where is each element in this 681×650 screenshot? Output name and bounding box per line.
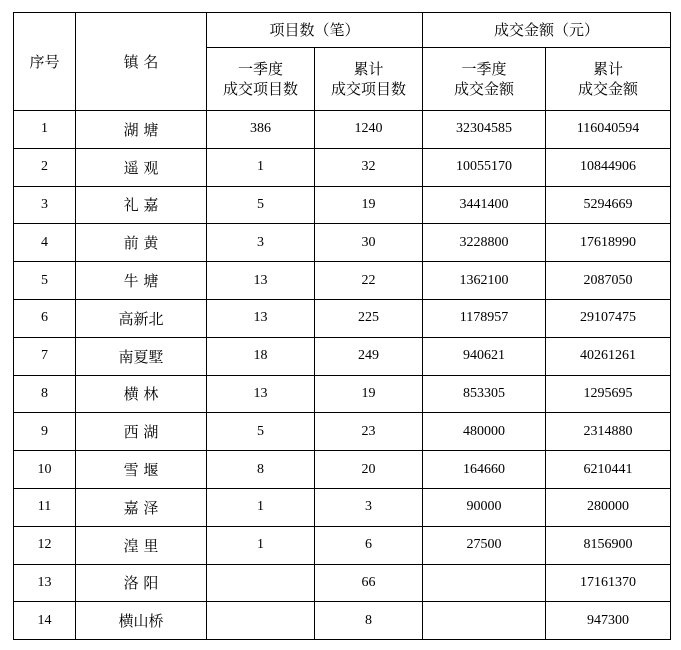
cell-q1-count: 8: [207, 451, 315, 489]
header-cum-count-line2: 成交项目数: [331, 80, 407, 98]
cell-q1-count: 5: [207, 413, 315, 451]
table-body: [14, 111, 671, 640]
cell-index: 8: [14, 375, 76, 413]
cell-q1-amount: 27500: [423, 526, 546, 564]
cell-town: 西 湖: [76, 413, 207, 451]
table-row: [14, 111, 671, 149]
cell-q1-amount: 1178957: [423, 299, 546, 337]
cell-index: 14: [14, 602, 76, 640]
cell-q1-amount: 10055170: [423, 148, 546, 186]
cell-index: 12: [14, 526, 76, 564]
cell-index: 1: [14, 111, 76, 149]
table-row: [14, 602, 671, 640]
cell-town: 高新北: [76, 299, 207, 337]
header-q1-amount-line2: 成交金额: [454, 80, 515, 98]
cell-q1-amount: 90000: [423, 488, 546, 526]
cell-index: 4: [14, 224, 76, 262]
cell-q1-count: 386: [207, 111, 315, 149]
cell-q1-count: 1: [207, 488, 315, 526]
cell-cum-count: 19: [315, 375, 423, 413]
header-q1-amount-line1: 一季度: [461, 60, 507, 78]
cell-town: 雪 堰: [76, 451, 207, 489]
header-cum-amount: [546, 48, 671, 111]
cell-town: 遥 观: [76, 148, 207, 186]
cell-cum-count: 30: [315, 224, 423, 262]
cell-cum-amount: 10844906: [546, 148, 671, 186]
cell-cum-amount: 1295695: [546, 375, 671, 413]
header-town: 镇 名: [76, 13, 207, 111]
cell-q1-amount: [423, 564, 546, 602]
table-row: [14, 526, 671, 564]
cell-q1-amount: 940621: [423, 337, 546, 375]
cell-cum-amount: 6210441: [546, 451, 671, 489]
cell-town: 前 黄: [76, 224, 207, 262]
cell-cum-amount: 2087050: [546, 262, 671, 300]
cell-index: 6: [14, 299, 76, 337]
cell-cum-count: 3: [315, 488, 423, 526]
cell-town: 牛 塘: [76, 262, 207, 300]
cell-cum-count: 225: [315, 299, 423, 337]
cell-cum-amount: 947300: [546, 602, 671, 640]
header-index: 序号: [14, 13, 76, 111]
cell-cum-amount: 2314880: [546, 413, 671, 451]
table-row: [14, 148, 671, 186]
cell-cum-amount: 29107475: [546, 299, 671, 337]
cell-q1-amount: 480000: [423, 413, 546, 451]
cell-cum-amount: 17161370: [546, 564, 671, 602]
cell-cum-count: 1240: [315, 111, 423, 149]
cell-index: 5: [14, 262, 76, 300]
header-cum-count-line1: 累计: [353, 60, 384, 78]
transaction-table: [13, 12, 671, 640]
cell-q1-count: 18: [207, 337, 315, 375]
table-row: [14, 224, 671, 262]
cell-q1-amount: 1362100: [423, 262, 546, 300]
cell-cum-count: 8: [315, 602, 423, 640]
cell-town: 湖 塘: [76, 111, 207, 149]
cell-cum-count: 249: [315, 337, 423, 375]
cell-cum-amount: 17618990: [546, 224, 671, 262]
table-row: [14, 299, 671, 337]
header-q1-count-line2: 成交项目数: [222, 80, 298, 98]
table-row: [14, 337, 671, 375]
cell-q1-count: 13: [207, 375, 315, 413]
header-group-count: 项目数（笔）: [207, 13, 423, 48]
cell-q1-count: 1: [207, 148, 315, 186]
cell-cum-count: 66: [315, 564, 423, 602]
table-row: [14, 262, 671, 300]
table-row: [14, 413, 671, 451]
cell-index: 7: [14, 337, 76, 375]
cell-index: 10: [14, 451, 76, 489]
cell-q1-count: [207, 564, 315, 602]
cell-town: 洛 阳: [76, 564, 207, 602]
cell-cum-count: 23: [315, 413, 423, 451]
cell-q1-amount: 3441400: [423, 186, 546, 224]
header-q1-count: [207, 48, 315, 111]
cell-q1-amount: 164660: [423, 451, 546, 489]
cell-town: 南夏墅: [76, 337, 207, 375]
cell-cum-count: 20: [315, 451, 423, 489]
cell-town: 湟 里: [76, 526, 207, 564]
cell-cum-amount: 5294669: [546, 186, 671, 224]
cell-index: 2: [14, 148, 76, 186]
cell-cum-count: 6: [315, 526, 423, 564]
cell-q1-count: 1: [207, 526, 315, 564]
cell-cum-count: 32: [315, 148, 423, 186]
table-row: [14, 186, 671, 224]
cell-index: 11: [14, 488, 76, 526]
cell-q1-count: 5: [207, 186, 315, 224]
table-row: [14, 451, 671, 489]
cell-cum-count: 19: [315, 186, 423, 224]
cell-index: 13: [14, 564, 76, 602]
header-cum-amount-line2: 成交金额: [578, 80, 639, 98]
cell-index: 9: [14, 413, 76, 451]
header-q1-count-line1: 一季度: [237, 60, 283, 78]
cell-cum-amount: 40261261: [546, 337, 671, 375]
cell-town: 横山桥: [76, 602, 207, 640]
cell-town: 礼 嘉: [76, 186, 207, 224]
header-group-amount: 成交金额（元）: [423, 13, 671, 48]
cell-q1-count: 3: [207, 224, 315, 262]
header-cum-count: [315, 48, 423, 111]
cell-q1-count: 13: [207, 262, 315, 300]
cell-town: 嘉 泽: [76, 488, 207, 526]
cell-cum-count: 22: [315, 262, 423, 300]
cell-q1-count: 13: [207, 299, 315, 337]
cell-q1-amount: 32304585: [423, 111, 546, 149]
cell-cum-amount: 280000: [546, 488, 671, 526]
table-row: [14, 375, 671, 413]
cell-index: 3: [14, 186, 76, 224]
cell-cum-amount: 8156900: [546, 526, 671, 564]
cell-q1-amount: [423, 602, 546, 640]
header-cum-amount-line1: 累计: [593, 60, 624, 78]
cell-q1-amount: 853305: [423, 375, 546, 413]
cell-cum-amount: 116040594: [546, 111, 671, 149]
cell-q1-amount: 3228800: [423, 224, 546, 262]
header-q1-amount: [423, 48, 546, 111]
cell-town: 横 林: [76, 375, 207, 413]
cell-q1-count: [207, 602, 315, 640]
table-row: [14, 488, 671, 526]
table-row: [14, 564, 671, 602]
